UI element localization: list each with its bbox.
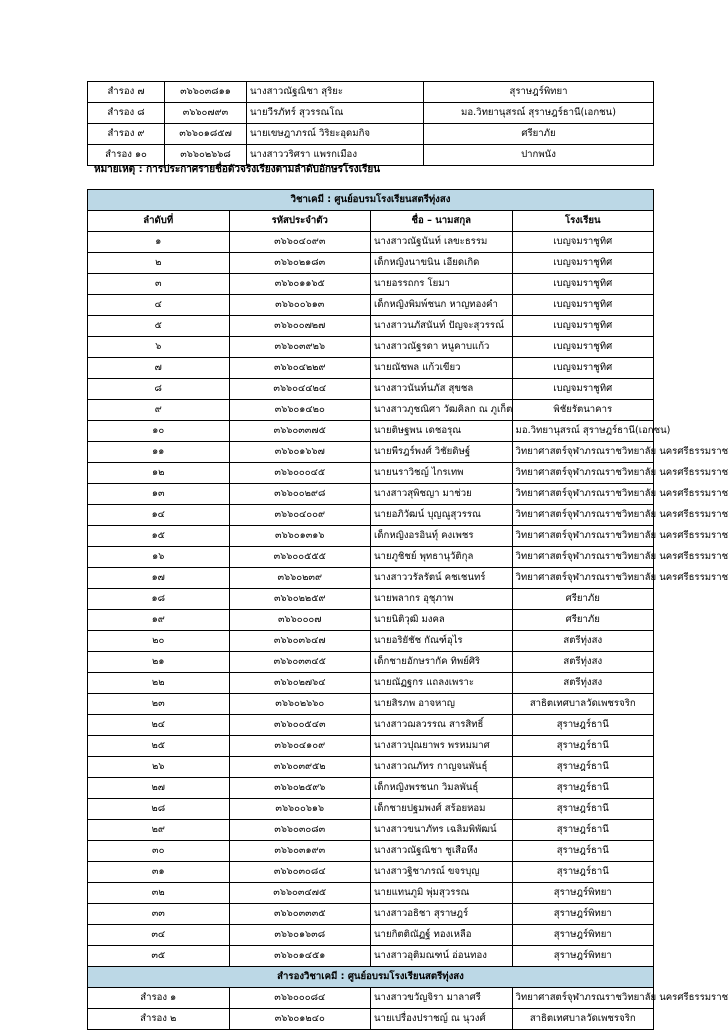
name-cell: นายแทนภูมิ พุ่มสุวรรณ	[371, 883, 513, 904]
reserve-list-previous-body	[88, 82, 654, 166]
id-cell: ๓๖๖๐๔๔๒๔	[229, 379, 371, 400]
reserve-section-header-row	[88, 967, 654, 988]
table-row	[88, 505, 654, 526]
previous-reserve-row	[88, 82, 654, 103]
table-row	[88, 652, 654, 673]
id-cell: ๓๖๖๐๓๓๔๕	[229, 652, 371, 673]
school-cell: สุราษฎร์ธานี	[512, 736, 654, 757]
id-cell: ๓๖๖๐๓๐๘๓	[229, 820, 371, 841]
table-row	[88, 631, 654, 652]
school-cell: สุราษฎร์ธานี	[512, 820, 654, 841]
order-cell: ๙	[88, 400, 230, 421]
name-cell: นางสาวณภัทร กาญจนพันธุ์	[371, 757, 513, 778]
table-row	[88, 253, 654, 274]
table-row	[88, 484, 654, 505]
table-row	[88, 946, 654, 967]
name-cell: นางสาวปุณยาพร พรหมมาศ	[371, 736, 513, 757]
table-row	[88, 421, 654, 442]
id-cell: ๓๖๖๐๒๖๖๘	[165, 145, 247, 166]
id-cell: ๓๖๖๐๐๖๑๓	[229, 295, 371, 316]
order-cell: ๒๕	[88, 736, 230, 757]
school-cell: สุราษฎร์พิทยา	[512, 925, 654, 946]
order-cell: สำรอง ๑	[88, 988, 230, 1009]
order-cell: ๘	[88, 379, 230, 400]
previous-reserve-row	[88, 124, 654, 145]
name-cell: นางสาวอธิชา สุราษฎร์	[371, 904, 513, 925]
table-row	[88, 778, 654, 799]
id-cell: ๓๖๖๐๑๒๔๐	[229, 1009, 371, 1030]
name-cell: นางสาวสุพิชญา มาช่วย	[371, 484, 513, 505]
id-cell: ๓๖๖๐๐๐๔๕	[229, 463, 371, 484]
name-cell: นายเปรื่องปราชญ์ ณ นุวงศ์	[371, 1009, 513, 1030]
name-cell: นายอริยัชัช กัณฑ์อุไร	[371, 631, 513, 652]
order-cell: ๒๘	[88, 799, 230, 820]
reserve-row	[88, 1009, 654, 1030]
name-cell: เด็กหญิงพิมพ์ชนก หาญทองคำ	[371, 295, 513, 316]
order-cell: ๓๐	[88, 841, 230, 862]
name-cell: นายกิตติณัฏฐ์ ทองเหลือ	[371, 925, 513, 946]
column-header-row	[88, 211, 654, 232]
school-cell: วิทยาศาสตร์จุฬาภรณราชวิทยาลัย นครศรีธรรมราช	[512, 547, 654, 568]
id-cell: ๓๖๖๐๑๓๑๖	[229, 526, 371, 547]
id-cell: ๓๖๖๐๒๑๘๓	[229, 253, 371, 274]
school-cell: สุราษฎร์พิทยา	[512, 904, 654, 925]
name-cell: นายเขษฎาภรณ์ วิริยะอุดมกิจ	[247, 124, 424, 145]
school-cell: มอ.วิทยานุสรณ์ สุราษฎร์ธานี(เอกชน)	[424, 103, 654, 124]
order-cell: ๖	[88, 337, 230, 358]
school-cell: สุราษฎร์พิทยา	[512, 883, 654, 904]
order-cell: ๕	[88, 316, 230, 337]
name-cell: เด็กหญิงพรชนก วิมลพันธุ์	[371, 778, 513, 799]
id-cell: ๓๖๖๐๔๐๙๓	[229, 232, 371, 253]
school-cell: สตรีทุ่งสง	[512, 673, 654, 694]
name-cell: นางสาวนภัสนันท์ ปัญจะสุวรรณ์	[371, 316, 513, 337]
table-row	[88, 358, 654, 379]
school-cell: เบญจมราชูทิศ	[512, 232, 654, 253]
id-cell: ๓๖๖๐๔๒๒๙	[229, 358, 371, 379]
order-cell: ๒๖	[88, 757, 230, 778]
name-cell: นายอภิวัฒน์ บุญณูสุวรรณ	[371, 505, 513, 526]
order-cell: ๑๐	[88, 421, 230, 442]
table-row	[88, 862, 654, 883]
school-cell: ศรียาภัย	[512, 589, 654, 610]
order-cell: ๓๒	[88, 883, 230, 904]
id-cell: ๓๖๖๐๑๘๕๗	[165, 124, 247, 145]
table-row	[88, 442, 654, 463]
id-cell: ๓๖๖๐๔๑๐๙	[229, 736, 371, 757]
table-row	[88, 400, 654, 421]
table-row	[88, 610, 654, 631]
section-title: วิชาเคมี : ศูนย์อบรมโรงเรียนสตรีทุ่งสง	[88, 190, 654, 211]
chemistry-results-body	[88, 190, 728, 1030]
id-cell: ๓๖๖๐๗๙๓	[165, 103, 247, 124]
name-cell: นายนราวิชญ์ ไกรเทพ	[371, 463, 513, 484]
school-cell: สตรีทุ่งสง	[512, 652, 654, 673]
reserve-list-previous	[87, 81, 654, 166]
table-row	[88, 547, 654, 568]
school-cell: วิทยาศาสตร์จุฬาภรณราชวิทยาลัย นครศรีธรรมราช	[512, 505, 654, 526]
id-cell: ๓๖๖๐๓๙๕๒	[229, 757, 371, 778]
name-cell: นายณัชพล แก้วเขียว	[371, 358, 513, 379]
school-cell: สตรีทุ่งสง	[512, 631, 654, 652]
table-row	[88, 232, 654, 253]
order-cell: ๒๒	[88, 673, 230, 694]
id-cell: ๓๖๖๐๓๖๔๗	[229, 631, 371, 652]
id-cell: ๓๖๖๐๐๒๙๘	[229, 484, 371, 505]
id-cell: ๓๖๖๐๓๘๑๑	[165, 82, 247, 103]
id-cell: ๓๖๖๐๐๐๗	[229, 610, 371, 631]
name-cell: นางสาวณัฐรดา หนูคาบแก้ว	[371, 337, 513, 358]
header-id: รหัสประจำตัว	[229, 211, 371, 232]
school-cell: วิทยาศาสตร์จุฬาภรณราชวิทยาลัย นครศรีธรรมราช	[512, 463, 654, 484]
header-order: ลำดับที่	[88, 211, 230, 232]
name-cell: เด็กชายปฐมพงศ์ สร้อยหอม	[371, 799, 513, 820]
header-name: ชื่อ – นามสกุล	[371, 211, 513, 232]
school-cell: สาธิตเทศบาลวัดเพชรจริก	[512, 1009, 654, 1030]
reserve-row	[88, 988, 654, 1009]
school-cell: เบญจมราชูทิศ	[512, 253, 654, 274]
order-cell: ๑๖	[88, 547, 230, 568]
school-cell: วิทยาศาสตร์จุฬาภรณราชวิทยาลัย นครศรีธรรมราช	[512, 484, 654, 505]
school-cell: สาธิตเทศบาลวัดเพชรจริก	[512, 694, 654, 715]
name-cell: นางสาววริศรา แพรกเมือง	[247, 145, 424, 166]
id-cell: ๓๖๖๐๔๐๐๙	[229, 505, 371, 526]
id-cell: ๓๖๖๐๓๙๒๖	[229, 337, 371, 358]
order-cell: ๑๓	[88, 484, 230, 505]
school-cell: วิทยาศาสตร์จุฬาภรณราชวิทยาลัย นครศรีธรรมราช	[512, 568, 654, 589]
table-row	[88, 736, 654, 757]
table-row	[88, 799, 654, 820]
reserve-section-title: สำรองวิชาเคมี : ศูนย์อบรมโรงเรียนสตรีทุ่งสง	[88, 967, 654, 988]
id-cell: ๓๖๖๐๐๕๔๓	[229, 715, 371, 736]
name-cell: นางสาวณัฐณิชา ชูเสือหึง	[371, 841, 513, 862]
name-cell: นางสาวฌลวรรณ สารสิทธิ์	[371, 715, 513, 736]
name-cell: นางสาวนันท์นภัส สุขชล	[371, 379, 513, 400]
order-cell: ๒๑	[88, 652, 230, 673]
name-cell: นางสาวฐิชาภรณ์ ขจรบุญ	[371, 862, 513, 883]
school-cell: สุราษฎร์ธานี	[512, 841, 654, 862]
order-cell: ๑	[88, 232, 230, 253]
school-cell: วิทยาศาสตร์จุฬาภรณราชวิทยาลัย นครศรีธรรมราช	[512, 526, 654, 547]
order-cell: ๑๔	[88, 505, 230, 526]
name-cell: นางสาวอุติมณฑน์ อ่อนทอง	[371, 946, 513, 967]
school-cell: พิชัยรัตนาคาร	[512, 400, 654, 421]
id-cell: ๓๖๖๐๓๓๓๕	[229, 904, 371, 925]
school-cell: เบญจมราชูทิศ	[512, 358, 654, 379]
name-cell: นายติษฐพน เดชอรุณ	[371, 421, 513, 442]
school-cell: เบญจมราชูทิศ	[512, 274, 654, 295]
table-row	[88, 526, 654, 547]
school-cell: ปากพนัง	[424, 145, 654, 166]
order-cell: ๑๙	[88, 610, 230, 631]
id-cell: ๓๖๖๐๓๐๘๔	[229, 862, 371, 883]
name-cell: เด็กชายอักษรากัค ทิพย์ศิริ	[371, 652, 513, 673]
school-cell: ศรียาภัย	[512, 610, 654, 631]
order-cell: สำรอง ๘	[88, 103, 165, 124]
previous-reserve-row	[88, 103, 654, 124]
chemistry-results-table	[87, 189, 728, 1030]
section-header-row	[88, 190, 654, 211]
name-cell: นายพลากร อุชุภาพ	[371, 589, 513, 610]
order-cell: สำรอง ๙	[88, 124, 165, 145]
school-cell: วิทยาศาสตร์จุฬาภรณราชวิทยาลัย นครศรีธรรมราช	[512, 988, 654, 1009]
order-cell: สำรอง ๑๐	[88, 145, 165, 166]
school-cell: สุราษฎร์ธานี	[512, 778, 654, 799]
name-cell: เด็กหญิงนาขนิน เอียดเกิด	[371, 253, 513, 274]
order-cell: ๑๘	[88, 589, 230, 610]
school-cell: เบญจมราชูทิศ	[512, 337, 654, 358]
school-cell: เบญจมราชูทิศ	[512, 295, 654, 316]
school-cell: เบญจมราชูทิศ	[512, 316, 654, 337]
header-school: โรงเรียน	[512, 211, 654, 232]
school-cell: สุราษฎร์ธานี	[512, 715, 654, 736]
order-cell: ๑๗	[88, 568, 230, 589]
id-cell: ๓๖๖๐๑๖๓๘	[229, 925, 371, 946]
table-row	[88, 841, 654, 862]
name-cell: นางสาวขวัญจิรา มาลาศรี	[371, 988, 513, 1009]
order-cell: ๓๕	[88, 946, 230, 967]
school-cell: เบญจมราชูทิศ	[512, 379, 654, 400]
order-cell: ๔	[88, 295, 230, 316]
table-row	[88, 883, 654, 904]
order-cell: ๑๑	[88, 442, 230, 463]
id-cell: ๓๖๖๐๒๗๖๔	[229, 673, 371, 694]
id-cell: ๓๖๖๐๒๕๙๖	[229, 778, 371, 799]
table-row	[88, 463, 654, 484]
name-cell: นายอรรถกร โยมา	[371, 274, 513, 295]
table-row	[88, 274, 654, 295]
school-cell: สุราษฎร์ธานี	[512, 862, 654, 883]
table-row	[88, 820, 654, 841]
name-cell: นายณัฏฐกร แถลงเพราะ	[371, 673, 513, 694]
name-cell: นางสาวณัฐณิชา สุริยะ	[247, 82, 424, 103]
id-cell: ๓๖๖๐๐๕๕๕	[229, 547, 371, 568]
school-cell: วิทยาศาสตร์จุฬาภรณราชวิทยาลัย นครศรีธรรมราช	[512, 442, 654, 463]
name-cell: นายวีรภัทร์ สุวรรณโณ	[247, 103, 424, 124]
id-cell: ๓๖๖๐๓๑๙๓	[229, 841, 371, 862]
table-row	[88, 295, 654, 316]
table-row	[88, 316, 654, 337]
id-cell: ๓๖๖๐๑๔๕๑	[229, 946, 371, 967]
order-cell: สำรอง ๒	[88, 1009, 230, 1030]
id-cell: ๓๖๖๐๐๗๒๗	[229, 316, 371, 337]
order-cell: ๓	[88, 274, 230, 295]
table-row	[88, 337, 654, 358]
note-text: หมายเหตุ : การประกาศรายชื่อตัวจริงเรียงตามลำดับอักษรโรงเรียน	[94, 164, 381, 175]
name-cell: นางสาวภูชณิศา วัฒคิลก ณ ภูเก็ต	[371, 400, 513, 421]
table-row	[88, 715, 654, 736]
table-row	[88, 925, 654, 946]
id-cell: ๓๖๖๐๒๓๙	[229, 568, 371, 589]
id-cell: ๓๖๖๐๒๖๖๐	[229, 694, 371, 715]
name-cell: นางสาวณัฐนันท์ เลขะธรรม	[371, 232, 513, 253]
order-cell: ๑๒	[88, 463, 230, 484]
order-cell: สำรอง ๗	[88, 82, 165, 103]
id-cell: ๓๖๖๐๒๒๕๙	[229, 589, 371, 610]
order-cell: ๒๐	[88, 631, 230, 652]
school-cell: สุราษฎร์ธานี	[512, 799, 654, 820]
id-cell: ๓๖๖๐๑๖๖๗	[229, 442, 371, 463]
table-row	[88, 568, 654, 589]
table-row	[88, 694, 654, 715]
order-cell: ๒๓	[88, 694, 230, 715]
school-cell: มอ.วิทยานุสรณ์ สุราษฎร์ธานี(เอกชน)	[512, 421, 654, 442]
name-cell: นางสาววรัลรัตน์ คชเชนทร์	[371, 568, 513, 589]
order-cell: ๒	[88, 253, 230, 274]
order-cell: ๑๕	[88, 526, 230, 547]
school-cell: สุราษฎร์พิทยา	[512, 946, 654, 967]
order-cell: ๗	[88, 358, 230, 379]
id-cell: ๓๖๖๐๐๖๑๖	[229, 799, 371, 820]
order-cell: ๓๔	[88, 925, 230, 946]
table-row	[88, 673, 654, 694]
name-cell: เด็กหญิงอรอินทุ์ คงเพชร	[371, 526, 513, 547]
table-row	[88, 589, 654, 610]
name-cell: นายภูชิชย์ พุทธานุวัติกุล	[371, 547, 513, 568]
name-cell: นางสาวขนาภัทร เฉลิมพิพัฒน์	[371, 820, 513, 841]
table-row	[88, 379, 654, 400]
id-cell: ๓๖๖๐๑๑๖๕	[229, 274, 371, 295]
order-cell: ๒๗	[88, 778, 230, 799]
id-cell: ๓๖๖๐๓๔๗๕	[229, 883, 371, 904]
school-cell: สุราษฎร์ธานี	[512, 757, 654, 778]
table-row	[88, 904, 654, 925]
table-row	[88, 757, 654, 778]
order-cell: ๓๑	[88, 862, 230, 883]
id-cell: ๓๖๖๐๑๔๒๐	[229, 400, 371, 421]
name-cell: นายสิรภพ อาจหาญ	[371, 694, 513, 715]
order-cell: ๓๓	[88, 904, 230, 925]
school-cell: สุราษฎร์พิทยา	[424, 82, 654, 103]
name-cell: นายพีรฎร์พงศ์ วิชัยดิษฐ์	[371, 442, 513, 463]
name-cell: นายนิติวุฒิ มงคล	[371, 610, 513, 631]
order-cell: ๒๔	[88, 715, 230, 736]
school-cell: ศรียาภัย	[424, 124, 654, 145]
order-cell: ๒๙	[88, 820, 230, 841]
id-cell: ๓๖๖๐๐๐๘๔	[229, 988, 371, 1009]
id-cell: ๓๖๖๐๓๓๗๕	[229, 421, 371, 442]
